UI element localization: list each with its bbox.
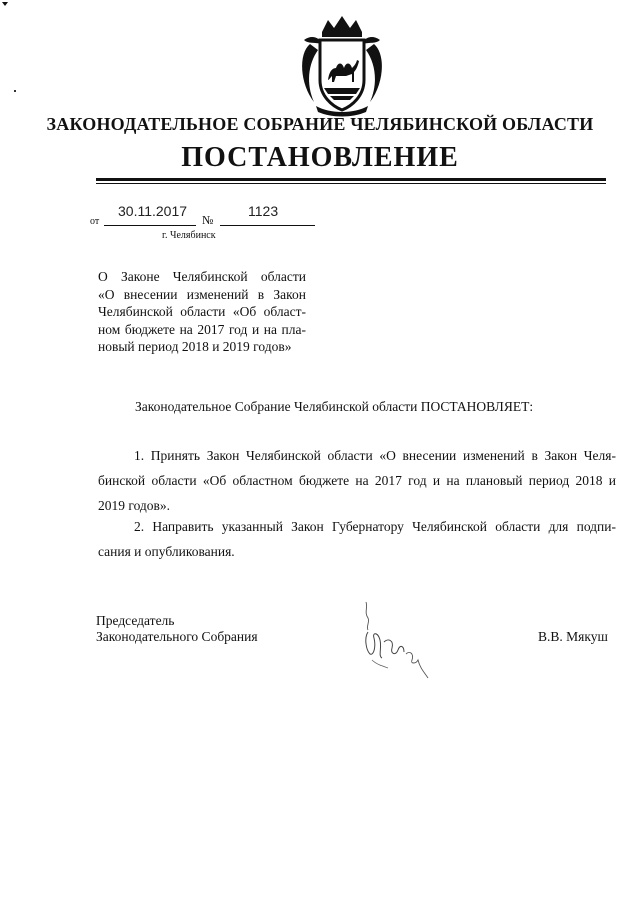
scan-artifact (14, 90, 16, 92)
subject-line: «О внесении изменений в Закон (98, 286, 306, 302)
signer-name: В.В. Мякуш (538, 629, 608, 644)
subject-line: ном бюджете на 2017 год и на пла- (98, 321, 306, 337)
coat-of-arms-icon (296, 14, 388, 118)
document-subject (98, 268, 306, 356)
city-label: г. Челябинск (162, 230, 216, 241)
item-line: сания и опубликования. (98, 544, 235, 559)
item-line: 1. Принять Закон Челябинской области «О внесении изменений в Закон Челя- (134, 448, 616, 463)
header-rule-thin (96, 183, 606, 184)
scan-artifact (2, 2, 8, 6)
header-rule-thick (96, 178, 606, 181)
resolution-item-1 (98, 443, 616, 518)
document-number: 1123 (248, 203, 279, 219)
signer-position-line2: Законодательного Собрания (96, 629, 258, 644)
item-line: 2019 годов». (98, 498, 171, 513)
date-underline (104, 225, 196, 226)
document-type-heading: ПОСТАНОВЛЕНИЕ (181, 142, 459, 173)
date-prefix-label: от (90, 216, 100, 227)
number-label: № (202, 213, 214, 227)
organization-title: ЗАКОНОДАТЕЛЬНОЕ СОБРАНИЕ ЧЕЛЯБИНСКОЙ ОБЛАСТИ (46, 114, 594, 134)
number-underline (220, 225, 315, 226)
subject-line: О Законе Челябинской области (98, 269, 306, 284)
subject-line: Челябинской области «Об област- (98, 304, 306, 319)
subject-line: новый период 2018 и 2019 годов» (98, 339, 292, 354)
document-date: 30.11.2017 (118, 203, 188, 219)
item-line: бинской области «Об областном бюджете на 2017 год и на плановый период 2018 и (98, 473, 616, 488)
signer-position-line1: Председатель (96, 613, 175, 628)
resolution-statement: Законодательное Собрание Челябинской области ПОСТАНОВЛЯЕТ: (135, 399, 534, 414)
resolution-item-2 (98, 514, 616, 564)
item-line: 2. Направить указанный Закон Губернатору Челябинской области для подпи- (134, 519, 616, 534)
handwritten-signature (352, 598, 452, 688)
